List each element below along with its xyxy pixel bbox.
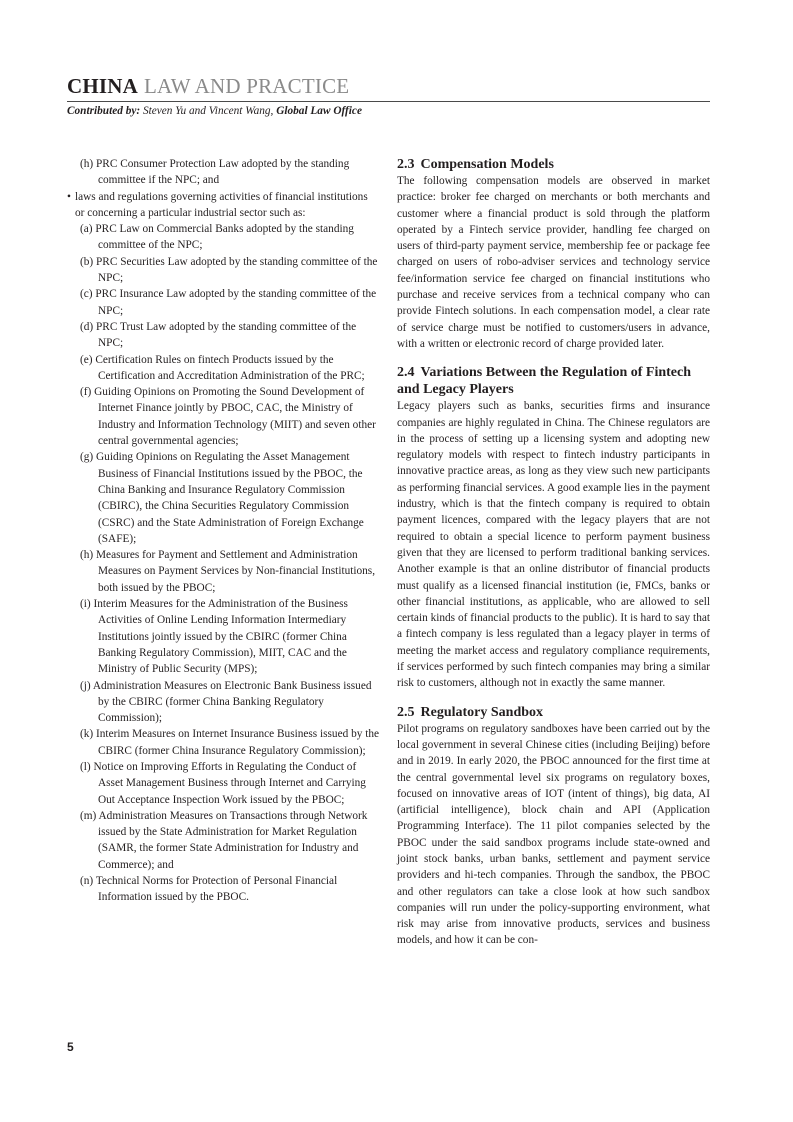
section-title: Regulatory Sandbox	[420, 704, 544, 720]
item-text: Technical Norms for Protection of Personal Financial Information issued by the PBOC.	[95, 875, 338, 904]
contributed-label: Contributed by:	[67, 105, 141, 117]
bullet-item	[67, 189, 379, 222]
list-item	[67, 286, 379, 319]
right-column	[397, 156, 710, 949]
bullet-text: laws and regulations governing activities of financial institutions or concerning a particular industrial sector such as:	[75, 190, 368, 219]
section-spacer	[397, 352, 710, 364]
list-item	[67, 254, 379, 287]
item-text: Guiding Opinions on Promoting the Sound Development of Internet Finance jointly by PBOC, CAC, the Ministry of Industry and Information Technology (MIIT) and seven other central governmental agencies;	[94, 386, 376, 448]
list-item	[67, 547, 379, 596]
item-marker: (j)	[80, 679, 91, 692]
section-title: Compensation Models	[420, 157, 554, 172]
list-item	[67, 596, 379, 677]
section-2-5	[397, 704, 710, 949]
item-text: Notice on Improving Efforts in Regulating the Conduct of Asset Management Business through Internet and Carrying Out Acceptance Inspection Work issued by the PBOC;	[93, 760, 366, 806]
item-marker: (h)	[80, 549, 94, 562]
item-text: PRC Law on Commercial Banks adopted by the standing committee of the NPC;	[95, 223, 354, 252]
list-item	[67, 156, 379, 189]
list-item	[67, 678, 379, 727]
section-body: Legacy players such as banks, securities firms and insurance companies are highly regulated in China. The Chinese regulators are in the process of setting up a licensing system and adopting new regulatory models with respect to fintech industry participants in innovative practice areas, as long as they view such new participants as performing financial services. A good example lies in the payment industry, which is that the fintech company is required to obtain payment licences, compared with the legacy players that are not required to obtain a special licence to perform payment business given that they are licensed to perform traditional banking services. Another example is that an online distributor of financial products must qualify as a licensed financial institution (ie, FMCs, banks or other financial institutions, as applicable, who are allowed to sell certain kinds of financial products to the public). It is hard to say that a fintech company is less regulated than a legacy player in terms of meeting the market access and regulatory compliance requirements, if services performed by such fintech companies may bring a similar risk to customers, although not in exactly the same manner.	[397, 400, 710, 690]
left-column	[67, 156, 379, 906]
list-item	[67, 873, 379, 906]
title-country: CHINA	[67, 74, 139, 98]
item-text: PRC Securities Law adopted by the standing committee of the NPC;	[96, 255, 378, 285]
list-item	[67, 726, 379, 759]
item-marker: (a)	[80, 223, 93, 236]
item-text: Administration Measures on Transactions through Network issued by the State Administration for Market Regulation (SAMR, the former State Administration for Industry and Commerce); and	[98, 809, 368, 871]
page-number: 5	[67, 1040, 74, 1054]
item-text: PRC Insurance Law adopted by the standing committee of the NPC;	[95, 288, 377, 317]
item-marker: (k)	[80, 728, 94, 741]
section-number: 2.5	[397, 704, 415, 720]
list-item	[67, 759, 379, 808]
section-heading	[397, 364, 710, 398]
section-body: Pilot programs on regulatory sandboxes have been carried out by the local government in several Chinese cities (including Beijing) before and in 2019. In early 2020, the PBOC announced for the first time at the central governmental level six programs on regulatory boxes, focused on innovative areas of IOT (intent of things), big data, AI (artificial intelligence), block chain and API (Application Programming Interface). The 11 pilot companies selected by the PBOC under the said sandbox programs include state-owned and joint stock banks, urban banks, settlement and payment service providers and hi-tech companies. Through the sandbox, the PBOC and other regulators can take a close look at how such sandbox companies will run under the policy-supporting environment, what risk may arise from innovative products, services and business models, and how it can be con-	[397, 722, 710, 947]
publication-title	[67, 74, 710, 98]
list-item	[67, 449, 379, 547]
list-item	[67, 352, 379, 385]
item-marker: (f)	[80, 386, 92, 399]
section-heading	[397, 156, 710, 173]
item-text: Measures for Payment and Settlement and Administration Measures on Payment Services by Non-financial Institutions, both issued by the PBOC;	[96, 549, 376, 594]
item-text: Administration Measures on Electronic Bank Business issued by the CBIRC (former China Banking Regulatory Commission);	[92, 679, 372, 725]
list-item	[67, 808, 379, 873]
section-2-3	[397, 156, 710, 352]
contributor-names: Steven Yu and Vincent Wang,	[142, 105, 274, 117]
item-marker: (g)	[80, 451, 94, 464]
section-title: Variations Between the Regulation of Fintech and Legacy Players	[397, 365, 692, 398]
item-marker: (m)	[80, 809, 97, 822]
page-header	[67, 74, 710, 117]
section-2-4	[397, 364, 710, 691]
item-text: Interim Measures on Internet Insurance Business issued by the CBIRC (former China Insurance Regulatory Commission);	[96, 728, 379, 757]
item-marker: (h)	[80, 158, 94, 170]
section-number: 2.3	[397, 157, 415, 172]
item-text: Certification Rules on fintech Products issued by the Certification and Accreditation Administration of the PRC;	[95, 353, 365, 382]
bullet-icon: •	[67, 190, 71, 203]
item-marker: (l)	[80, 760, 91, 773]
item-marker: (e)	[80, 353, 93, 366]
item-text: PRC Trust Law adopted by the standing committee of the NPC;	[96, 320, 357, 350]
title-subtitle: LAW AND PRACTICE	[144, 74, 350, 98]
item-text: Interim Measures for the Administration of the Business Activities of Online Lending Information Intermediary Institutions jointly issued by the CBIRC (former China Banking Regulatory Commission), MIIT, CAC and the Ministry of Public Security (MPS);	[93, 598, 348, 676]
section-spacer	[397, 692, 710, 704]
item-text: Guiding Opinions on Regulating the Asset Management Business of Financial Institutions issued by the PBOC, the China Banking and Insurance Regulatory Commission (CBIRC), the China Securities Regulatory Commission (CSRC) and the State Administration of Foreign Exchange (SAFE);	[96, 451, 364, 545]
item-text: PRC Consumer Protection Law adopted by the standing committee if the NPC; and	[96, 158, 350, 187]
item-marker: (d)	[80, 320, 94, 333]
item-marker: (b)	[80, 255, 94, 268]
section-body: The following compensation models are observed in market practice: broker fee charged on merchants or both merchants and customer where a financial product is sold through the platform operated by a Fintech service provider, handling fee charged on users of third-party payment service, membership fee or package fee charged on users of robo-adviser services and technology service fee/information service fee charged on financial institutions who purchase and receive services from a technical company who can provide Fintech solutions. In each compensation model, a clear rate of service charge must be notified to customers/users in advance, with a written or electronic record of charge provided later.	[397, 175, 710, 350]
section-number: 2.4	[397, 365, 415, 381]
firm-name: Global Law Office	[276, 105, 362, 117]
section-heading	[397, 704, 710, 721]
item-marker: (c)	[80, 288, 93, 301]
list-item	[67, 319, 379, 352]
item-marker: (i)	[80, 598, 91, 611]
list-item	[67, 221, 379, 254]
header-divider	[67, 101, 710, 102]
item-marker: (n)	[80, 875, 94, 888]
contributor-line	[67, 105, 362, 117]
list-item	[67, 384, 379, 449]
